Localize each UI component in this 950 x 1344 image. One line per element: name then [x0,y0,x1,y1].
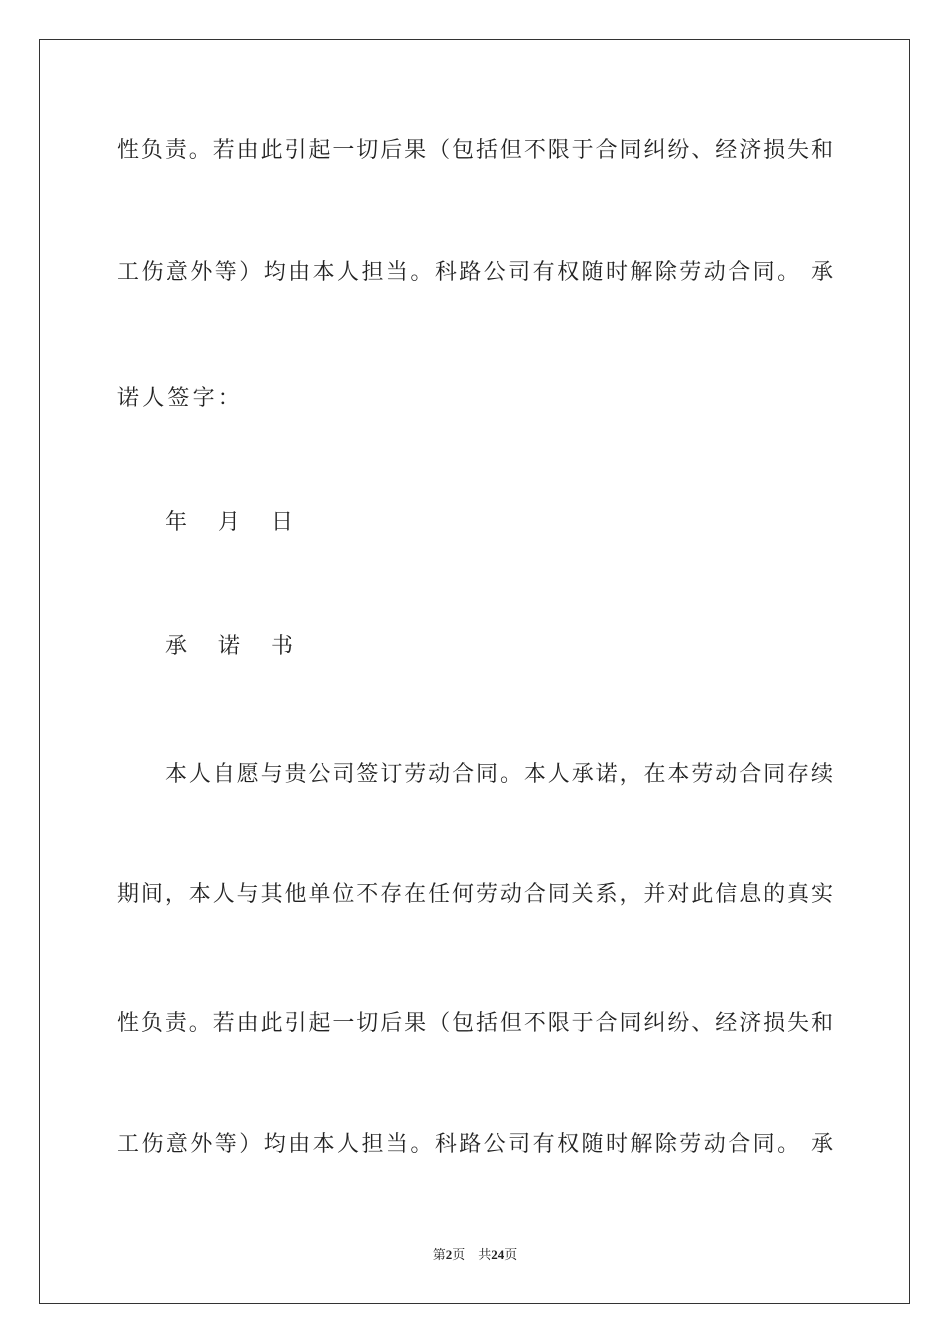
page-footer [0,1246,950,1264]
page-border [39,39,910,1304]
footer-total-prefix: 共 [478,1247,492,1262]
footer-total-suffix: 页 [504,1247,518,1262]
footer-page-suffix: 页 [452,1247,466,1262]
body-line-3: 本人自愿与贵公司签订劳动合同。本人承诺，在本劳动合同存续 [165,762,833,787]
footer-page-number: 2 [445,1247,453,1262]
body-line-4: 期间，本人与其他单位不存在任何劳动合同关系，并对此信息的真实 [117,882,833,907]
body-line-6: 工伤意外等）均由本人担当。科路公司有权随时解除劳动合同。 承 [117,1132,833,1157]
body-line-5: 性负责。若由此引起一切后果（包括但不限于合同纠纷、经济损失和 [117,1011,833,1036]
body-line-1: 性负责。若由此引起一切后果（包括但不限于合同纠纷、经济损失和 [117,138,833,163]
section-heading: 承 诺 书 [165,634,305,659]
footer-page-prefix: 第 [432,1247,446,1262]
body-line-2: 工伤意外等）均由本人担当。科路公司有权随时解除劳动合同。 承 [117,260,833,285]
date-line: 年 月 日 [165,510,305,535]
footer-total-pages: 24 [491,1247,505,1262]
signature-label: 诺人签字： [117,386,244,411]
